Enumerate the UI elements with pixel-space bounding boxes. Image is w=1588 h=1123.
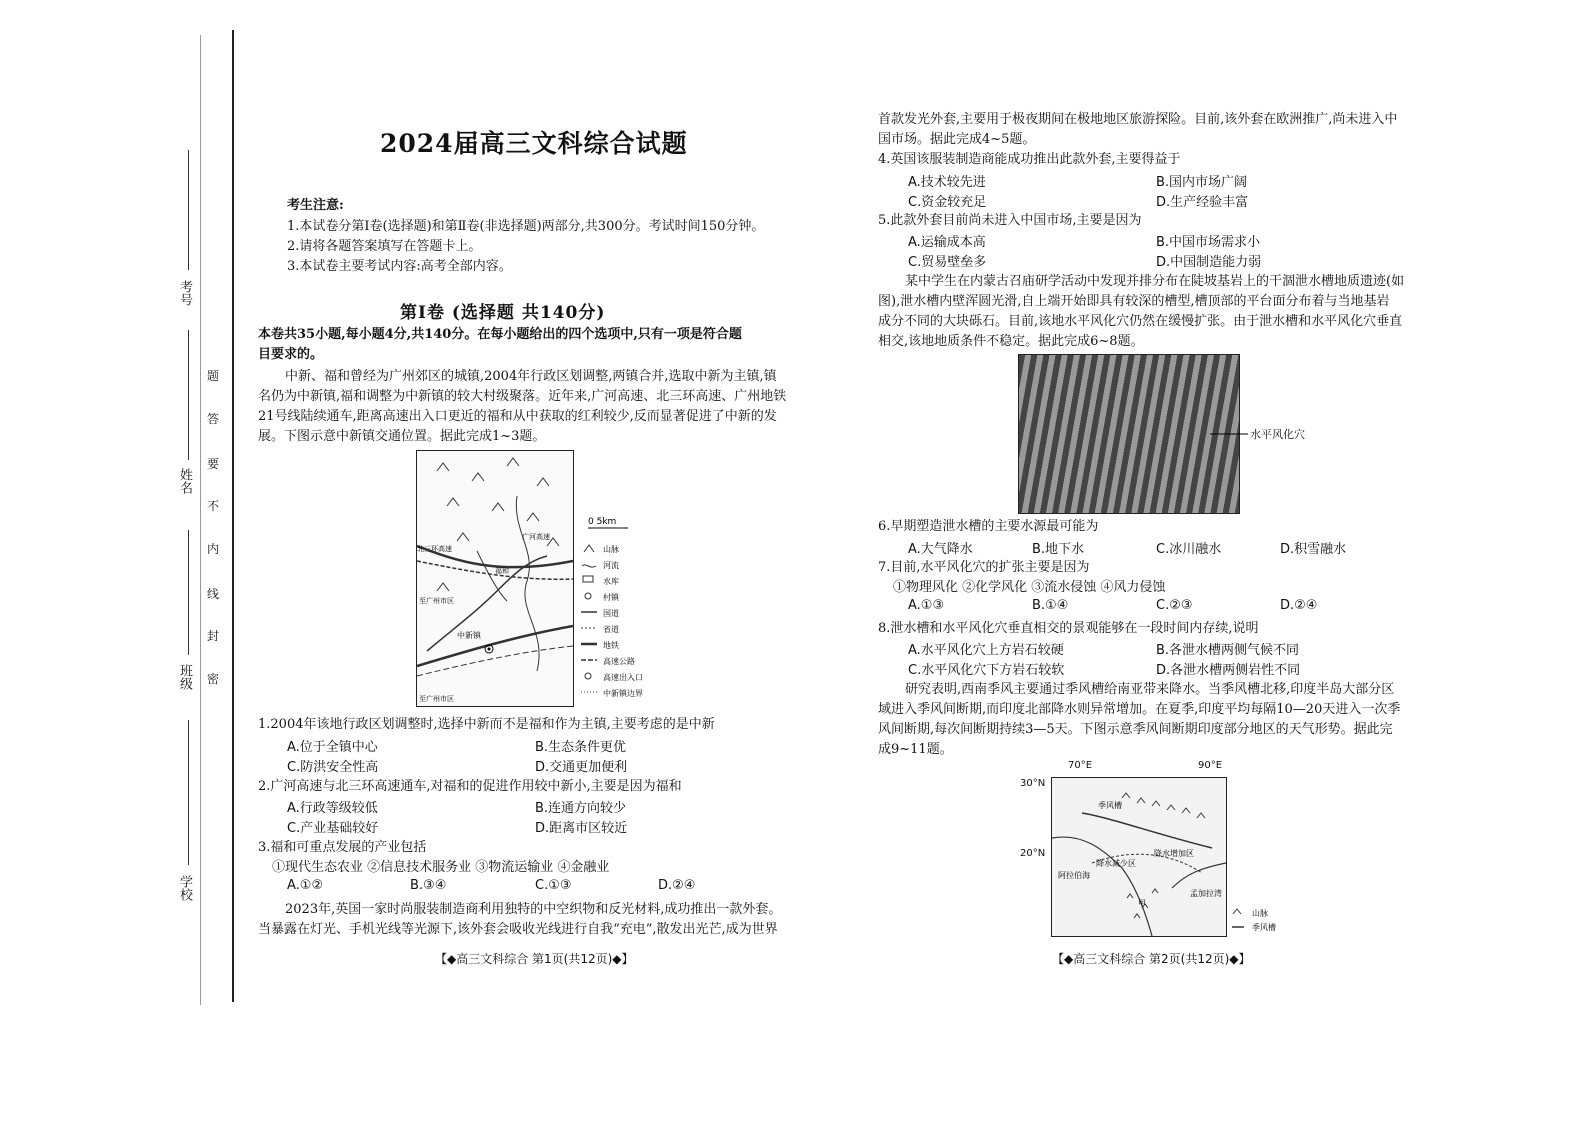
passage4-line: 风间断期,每次间断期持续3—5天。下图示意季风间断期印度部分地区的天气形势。据此完 bbox=[878, 722, 1393, 737]
binding-guide-line bbox=[200, 35, 201, 1005]
legend-exit: 高速出入口 bbox=[603, 673, 643, 682]
q4-option-a[interactable]: A.技术较先进 bbox=[908, 175, 986, 190]
passage3-line: 图),泄水槽内壁浑圆光滑,自上端开始即具有较深的槽型,槽顶部的平台面分布着与当地基岩 bbox=[878, 294, 1390, 309]
q7-items: ①物理风化 ②化学风化 ③流水侵蚀 ④风力侵蚀 bbox=[893, 580, 1166, 595]
lat-label-20: 20°N bbox=[1020, 848, 1046, 859]
page-title: 2024届高三文科综合试题 bbox=[380, 129, 688, 158]
lat-label-30: 30°N bbox=[1020, 778, 1046, 789]
q8-option-a[interactable]: A.水平风化穴上方岩石较硬 bbox=[908, 643, 1064, 658]
q1-option-d[interactable]: D.交通更加便利 bbox=[535, 760, 628, 775]
passage1-line: 展。下图示意中新镇交通位置。据此完成1~3题。 bbox=[258, 429, 546, 444]
passage4-line: 成9~11题。 bbox=[878, 742, 953, 757]
q1-option-a[interactable]: A.位于全镇中心 bbox=[287, 740, 378, 755]
map2-label-jia: 甲 bbox=[1138, 899, 1146, 908]
map2-label-arabian-sea: 阿拉伯海 bbox=[1058, 871, 1090, 880]
map-direction-label: 至广州市区 bbox=[419, 597, 454, 605]
q8-option-c[interactable]: C.水平风化穴下方岩石较软 bbox=[908, 663, 1065, 678]
school-blank[interactable] bbox=[188, 720, 189, 865]
lon-label-90: 90°E bbox=[1198, 760, 1223, 771]
sluice-photo bbox=[1018, 354, 1240, 514]
q7-option-d[interactable]: D.②④ bbox=[1280, 598, 1318, 613]
q3-option-a[interactable]: A.①② bbox=[287, 878, 324, 893]
page1-footer: 【◆高三文科综合 第1页(共12页)◆】 bbox=[435, 952, 634, 966]
traffic-map bbox=[416, 450, 574, 707]
map2-label-bay-of-bengal: 孟加拉湾 bbox=[1190, 889, 1222, 898]
legend-boundary: 中新镇边界 bbox=[603, 689, 643, 698]
map-road-label: 北三环高速 bbox=[417, 545, 452, 553]
legend-metro: 地铁 bbox=[603, 641, 619, 650]
q7-option-b[interactable]: B.①④ bbox=[1032, 598, 1069, 613]
section-intro: 本卷共35小题,每小题4分,共140分。在每小题给出的四个选项中,只有一项是符合题 bbox=[258, 327, 742, 342]
class-label: 班级 bbox=[177, 664, 192, 690]
q5-stem: 5.此款外套目前尚未进入中国市场,主要是因为 bbox=[878, 213, 1142, 228]
q1-stem: 1.2004年该地行政区划调整时,选择中新而不是福和作为主镇,主要考虑的是中新 bbox=[258, 717, 715, 732]
q6-option-a[interactable]: A.大气降水 bbox=[908, 542, 973, 557]
seal-char: 答 bbox=[207, 412, 220, 426]
map2-label-increase: 降水增加区 bbox=[1154, 849, 1194, 858]
school-label: 学校 bbox=[177, 875, 192, 901]
legend-expressway: 高速公路 bbox=[603, 657, 635, 666]
q6-stem: 6.早期塑造泄水槽的主要水源最可能为 bbox=[878, 519, 1099, 534]
name-blank[interactable] bbox=[188, 330, 189, 460]
notice-heading: 考生注意: bbox=[287, 198, 344, 213]
binding-line bbox=[232, 30, 234, 1002]
passage4-line: 域进入季风间断期,而印度北部降水则异常增加。在夏季,印度平均每隔10—20天进入一次季 bbox=[878, 702, 1401, 717]
legend-river: 河流 bbox=[603, 561, 619, 570]
q5-option-d[interactable]: D.中国制造能力弱 bbox=[1156, 255, 1262, 270]
passage3-line: 某中学生在内蒙古召庙研学活动中发现并排分布在陡坡基岩上的干涸泄水槽地质遗迹(如 bbox=[905, 274, 1405, 289]
q2-option-a[interactable]: A.行政等级较低 bbox=[287, 801, 378, 816]
q8-option-d[interactable]: D.各泄水槽两侧岩性不同 bbox=[1156, 663, 1301, 678]
map-place-label: 福和 bbox=[495, 567, 509, 575]
exam-number-blank[interactable] bbox=[188, 150, 189, 270]
q8-option-b[interactable]: B.各泄水槽两侧气候不同 bbox=[1156, 643, 1300, 658]
q4-option-d[interactable]: D.生产经验丰富 bbox=[1156, 195, 1249, 210]
map2-label-decrease: 降水减少区 bbox=[1096, 859, 1136, 868]
q2-option-c[interactable]: C.产业基础较好 bbox=[287, 821, 379, 836]
q3-stem: 3.福和可重点发展的产业包括 bbox=[258, 840, 427, 855]
passage4-line: 研究表明,西南季风主要通过季风槽给南亚带来降水。当季风槽北移,印度半岛大部分区 bbox=[905, 682, 1395, 697]
monsoon-map-drawing bbox=[1052, 778, 1226, 936]
lon-label-70: 70°E bbox=[1068, 760, 1093, 771]
monsoon-map bbox=[1051, 777, 1227, 937]
seal-char: 要 bbox=[207, 457, 220, 471]
legend-reservoir: 水库 bbox=[603, 577, 619, 586]
q1-option-b[interactable]: B.生态条件更优 bbox=[535, 740, 627, 755]
q8-stem: 8.泄水槽和水平风化穴垂直相交的景观能够在一段时间内存续,说明 bbox=[878, 621, 1259, 636]
passage1-line: 名仍为中新镇,福和调整为中新镇的较大村级聚落。近年来,广河高速、北三环高速、广州地铁 bbox=[258, 389, 787, 404]
map-road-label: 广河高速 bbox=[522, 533, 550, 541]
passage1-line: 21号线陆续通车,距离高速出入口更近的福和从中获取的红利较少,反而显著促进了中新的发 bbox=[258, 409, 777, 424]
q5-option-a[interactable]: A.运输成本高 bbox=[908, 235, 986, 250]
q6-option-b[interactable]: B.地下水 bbox=[1032, 542, 1085, 557]
q5-option-c[interactable]: C.贸易壁垒多 bbox=[908, 255, 987, 270]
q6-option-c[interactable]: C.冰川融水 bbox=[1156, 542, 1222, 557]
passage2-line: 2023年,英国一家时尚服装制造商利用独特的中空织物和反光材料,成功推出一款外套。 bbox=[285, 902, 782, 917]
seal-char: 密 bbox=[207, 672, 220, 686]
legend-national-road: 国道 bbox=[603, 609, 619, 618]
map-scale: 0 5km bbox=[588, 517, 617, 527]
map2-legend-trough: 季风槽 bbox=[1252, 923, 1276, 932]
q4-option-c[interactable]: C.资金较充足 bbox=[908, 195, 987, 210]
seal-char: 不 bbox=[207, 499, 220, 513]
notice-item: 3.本试卷主要考试内容:高考全部内容。 bbox=[287, 259, 512, 274]
traffic-map-drawing bbox=[417, 451, 573, 706]
map-direction-label: 至广州市区 bbox=[419, 695, 454, 703]
seal-char: 题 bbox=[207, 369, 220, 383]
legend-mountain: 山脉 bbox=[603, 545, 619, 554]
passage1-line: 中新、福和曾经为广州郊区的城镇,2004年行政区划调整,两镇合并,选取中新为主镇,镇 bbox=[285, 369, 777, 384]
seal-char: 封 bbox=[207, 629, 220, 643]
page2-footer: 【◆高三文科综合 第2页(共12页)◆】 bbox=[1052, 952, 1251, 966]
q4-option-b[interactable]: B.国内市场广阔 bbox=[1156, 175, 1248, 190]
q3-option-b[interactable]: B.③④ bbox=[410, 878, 447, 893]
legend-town: 村镇 bbox=[603, 593, 619, 602]
q6-option-d[interactable]: D.积雪融水 bbox=[1280, 542, 1347, 557]
q3-option-c[interactable]: C.①③ bbox=[535, 878, 572, 893]
class-blank[interactable] bbox=[188, 530, 189, 655]
seal-char: 线 bbox=[207, 587, 220, 601]
map-place-label: 中新镇 bbox=[457, 631, 481, 640]
map2-legend bbox=[1230, 905, 1300, 935]
q7-option-a[interactable]: A.①③ bbox=[908, 598, 945, 613]
map2-legend-mountain: 山脉 bbox=[1252, 909, 1268, 918]
map2-label-trough: 季风槽 bbox=[1098, 801, 1122, 810]
passage3-line: 相交,该地地质条件不稳定。据此完成6~8题。 bbox=[878, 334, 1144, 349]
q7-option-c[interactable]: C.②③ bbox=[1156, 598, 1193, 613]
passage2-cont: 国市场。据此完成4~5题。 bbox=[878, 132, 1036, 147]
q5-option-b[interactable]: B.中国市场需求小 bbox=[1156, 235, 1261, 250]
notice-item: 2.请将各题答案填写在答题卡上。 bbox=[287, 239, 482, 254]
q4-stem: 4.英国该服装制造商能成功推出此款外套,主要得益于 bbox=[878, 152, 1181, 167]
legend-provincial-road: 省道 bbox=[603, 625, 619, 634]
map-legend bbox=[578, 510, 668, 710]
name-label: 姓名 bbox=[177, 468, 192, 494]
q3-option-d[interactable]: D.②④ bbox=[658, 878, 696, 893]
q2-stem: 2.广河高速与北三环高速通车,对福和的促进作用较中新小,主要是因为福和 bbox=[258, 779, 682, 794]
section-intro: 目要求的。 bbox=[258, 347, 324, 362]
exam-number-label: 考号 bbox=[177, 280, 192, 306]
q1-option-c[interactable]: C.防洪安全性高 bbox=[287, 760, 379, 775]
seal-char: 内 bbox=[207, 542, 220, 556]
q2-option-d[interactable]: D.距离市区较近 bbox=[535, 821, 628, 836]
q7-stem: 7.目前,水平风化穴的扩张主要是因为 bbox=[878, 560, 1090, 575]
q3-items: ①现代生态农业 ②信息技术服务业 ③物流运输业 ④金融业 bbox=[272, 860, 610, 875]
q2-option-b[interactable]: B.连通方向较少 bbox=[535, 801, 627, 816]
section-title: 第Ⅰ卷 (选择题 共140分) bbox=[400, 303, 606, 323]
photo-label: 水平风化穴 bbox=[1250, 428, 1305, 441]
passage2-line: 当暴露在灯光、手机光线等光源下,该外套会吸收光线进行自我“充电”,散发出光芒,成为世界 bbox=[258, 922, 778, 937]
notice-item: 1.本试卷分第Ⅰ卷(选择题)和第Ⅱ卷(非选择题)两部分,共300分。考试时间150分钟。 bbox=[287, 219, 765, 234]
passage3-line: 成分不同的大块砾石。目前,该地水平风化穴仍然在缓慢扩张。由于泄水槽和水平风化穴垂直 bbox=[878, 314, 1403, 329]
passage2-cont: 首款发光外套,主要用于极夜期间在极地地区旅游探险。目前,该外套在欧洲推广,尚未进入中 bbox=[878, 112, 1398, 127]
